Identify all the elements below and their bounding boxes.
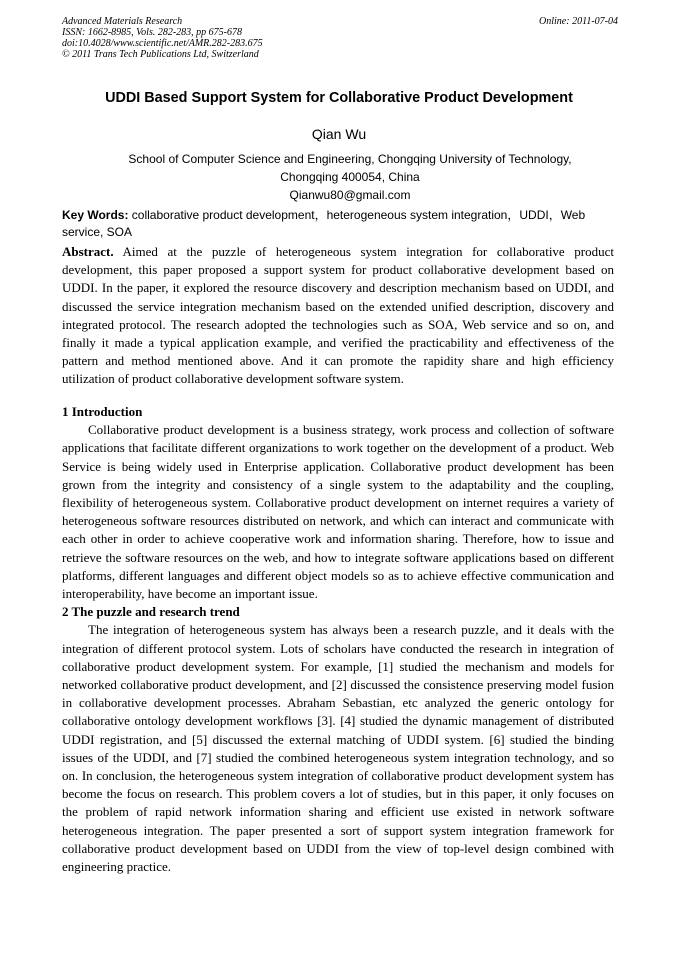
section-heading-introduction: 1 Introduction bbox=[62, 404, 143, 419]
keywords-label: Key Words: bbox=[62, 208, 129, 222]
abstract-label: Abstract. bbox=[62, 244, 114, 259]
journal-name: Advanced Materials Research bbox=[62, 16, 183, 27]
affiliation-line-1: School of Computer Science and Engineering, Chongqing University of Technology, bbox=[128, 152, 572, 166]
copyright-line: © 2011 Trans Tech Publications Ltd, Switzerland bbox=[62, 49, 259, 60]
paper-title: UDDI Based Support System for Collaborative Product Development bbox=[105, 90, 573, 106]
affiliation bbox=[110, 150, 590, 204]
section-text-introduction: Collaborative product development is a business strategy, work process and collection of software applications that facilitate different organizations to work together on the development of a product. Web Service is being widely used in Enterprise application. Collaborative product development has been grown from the integrity and consistency of a single system to the adaptability and the coupling, flexibility of heterogeneous system. Collaborative product development on internet requires a variety of heterogeneous software resources distributed on network, and which can interact and communicate with each other in order to achieve cooperative work and information sharing. Therefore, how to issue and retrieve the software resources on the web, and how to integrate software applications based on different platforms, different languages and different object models so as to achieve effective communication and interoperability, have become an important issue. bbox=[62, 422, 614, 602]
paper-body bbox=[62, 403, 614, 876]
keywords bbox=[62, 207, 618, 241]
section-text-puzzle: The integration of heterogeneous system has always been a research puzzle, and it deals with the integration of different protocol system. Lots of scholars have conducted the research in integration of collaborative product development system. For example, [1] studied the mechanism and models for networked collaborative product development, and [2] discussed the consistence preserving model fusion in collaborative development processes. Abraham Sebastian, etc analyzed the generic ontology for collaborative ontology development workflows [3]. [4] studied the dynamic management of distributed UDDI registration, and [5] discussed the external matching of UDDI system. [6] studied the binding issues of the UDDI, and [7] studied the combined heterogeneous system integration technology, and so on. In conclusion, the heterogeneous system integration of collaborative product development system has become the focus on research. This problem covers a lot of studies, but in this paper, it only focuses on the problem of rapid network information sharing and efficient use existed in network software heterogeneous integration. The paper presented a sort of support system integration framework for collaborative product development based on UDDI from the view of top-level design combined with engineering practice. bbox=[62, 622, 614, 875]
doi-line: doi:10.4028/www.scientific.net/AMR.282-283.675 bbox=[62, 38, 263, 49]
page-header bbox=[62, 16, 618, 60]
author-name: Qian Wu bbox=[311, 126, 367, 142]
affiliation-line-2: Chongqing 400054, China bbox=[280, 170, 420, 184]
abstract-text: Aimed at the puzzle of heterogeneous system integration for collaborative product development, this paper proposed a support system for product collaborative development based on UDDI. In the paper, it explored the resource discovery and description mechanism based on UDDI, and discussed the service integration mechanism based on the extended unified description, discovery and integrated protocol. The research adopted the technologies such as SOA, Web service and so on, and finally it made a typical application example, and verified the practicability and effectiveness of the pattern and method mentioned above. And it can promote the rapidity share and high efficiency utilization of product collaborative development software system. bbox=[62, 244, 614, 387]
keywords-text: collaborative product development，heterogeneous system integration，UDDI，Web service, SOA bbox=[62, 208, 586, 239]
author-email[interactable]: Qianwu80@gmail.com bbox=[289, 188, 411, 202]
abstract bbox=[62, 243, 614, 389]
online-date: Online: 2011-07-04 bbox=[539, 16, 618, 27]
section-heading-puzzle: 2 The puzzle and research trend bbox=[62, 604, 240, 620]
issn-line: ISSN: 1662-8985, Vols. 282-283, pp 675-678 bbox=[62, 27, 242, 38]
